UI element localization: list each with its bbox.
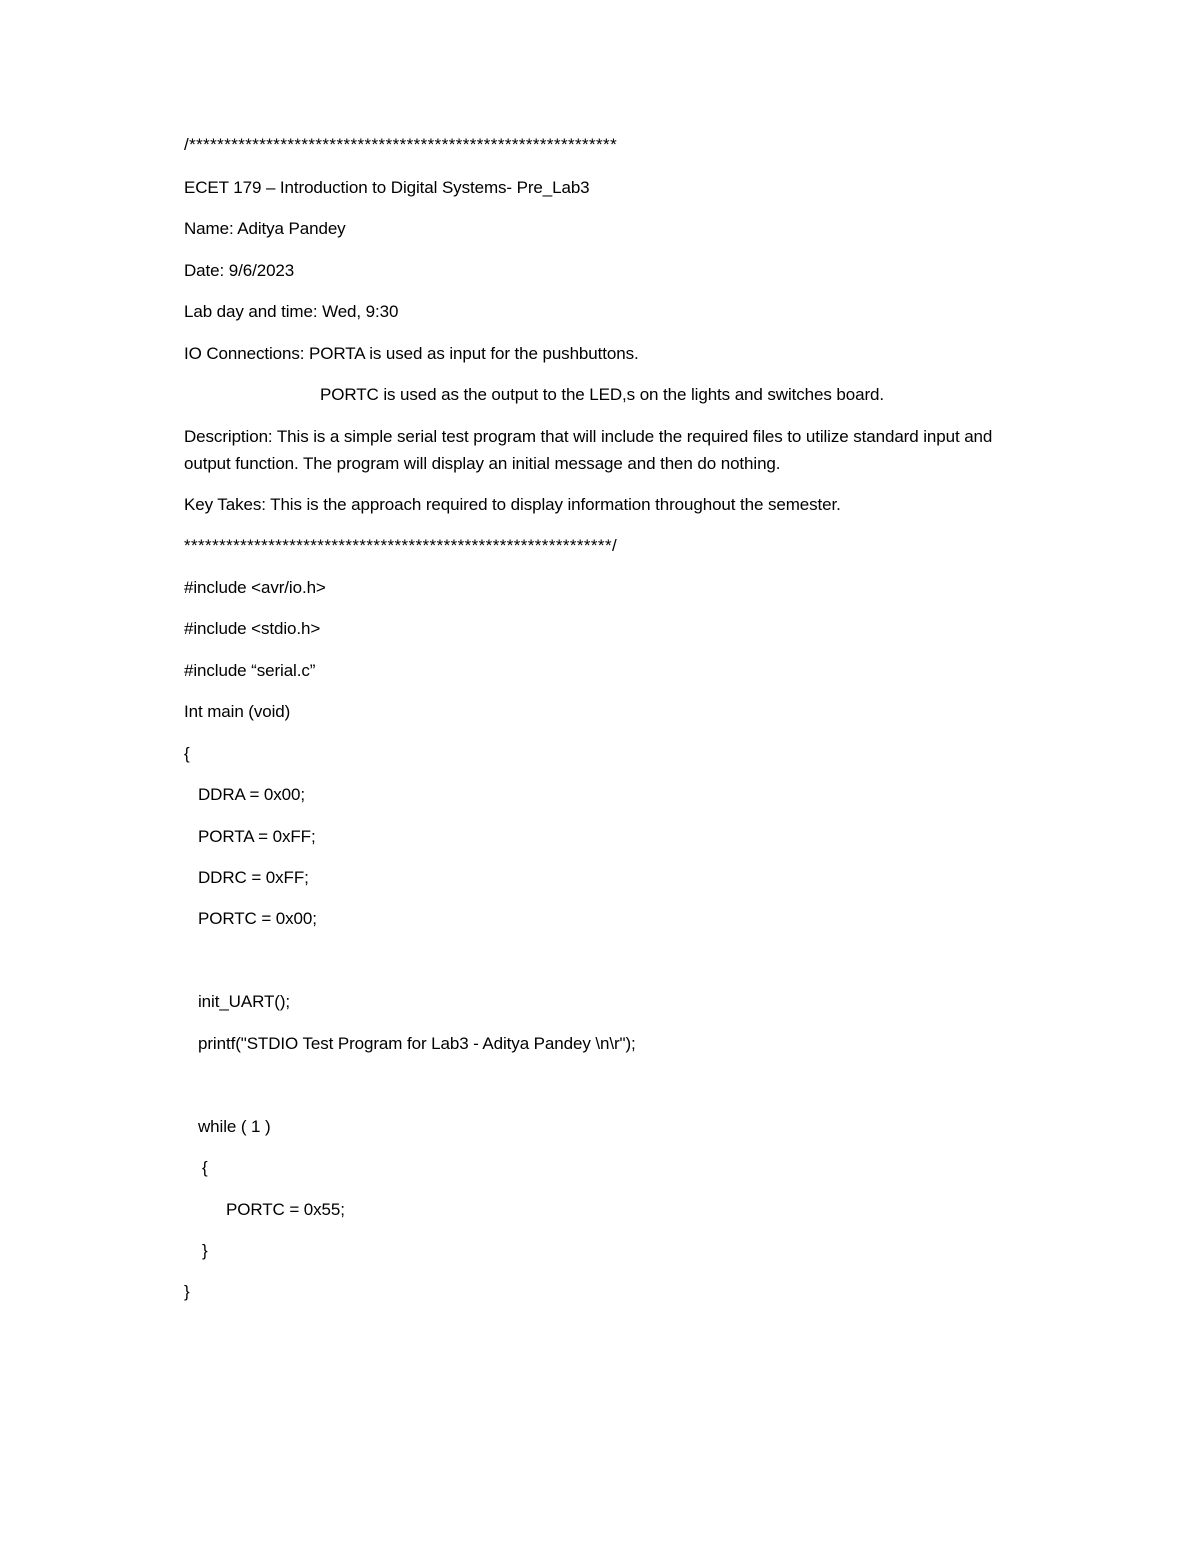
document-title: ECET 179 – Introduction to Digital Systems- Pre_Lab3 — [184, 178, 590, 197]
code-while-open-brace: { — [202, 1158, 208, 1177]
code-while: while ( 1 ) — [198, 1117, 271, 1136]
code-open-brace: { — [184, 744, 190, 763]
code-portc-loop: PORTC = 0x55; — [226, 1200, 345, 1219]
lab-time-line: Lab day and time: Wed, 9:30 — [184, 302, 399, 321]
code-while-close-brace: } — [202, 1241, 208, 1260]
key-takes-line: Key Takes: This is the approach required to display information throughout the semester. — [184, 495, 841, 514]
code-include-io: #include <avr/io.h> — [184, 578, 326, 597]
code-init-uart: init_UART(); — [198, 992, 291, 1011]
code-include-serial: #include “serial.c” — [184, 661, 316, 680]
code-printf: printf("STDIO Test Program for Lab3 - Aditya Pandey \n\r"); — [198, 1034, 636, 1053]
code-porta: PORTA = 0xFF; — [198, 827, 316, 846]
comment-top-border: /************************************************************* — [184, 135, 618, 154]
date-line: Date: 9/6/2023 — [184, 261, 295, 280]
io-connections-line: IO Connections: PORTA is used as input for the pushbuttons. — [184, 344, 639, 363]
io-connections-continuation: PORTC is used as the output to the LED,s on the lights and switches board. — [320, 385, 884, 404]
code-ddra: DDRA = 0x00; — [198, 785, 305, 804]
code-ddrc: DDRC = 0xFF; — [198, 868, 309, 887]
description-paragraph: Description: This is a simple serial test program that will include the required files to utilize standard input and output function. The program will display an initial message and then do nothing. — [184, 427, 993, 473]
code-include-stdio: #include <stdio.h> — [184, 619, 321, 638]
comment-bottom-border: *************************************************************/ — [184, 536, 618, 555]
code-portc: PORTC = 0x00; — [198, 909, 317, 928]
author-name: Name: Aditya Pandey — [184, 219, 346, 238]
code-close-brace: } — [184, 1282, 190, 1301]
code-main-signature: Int main (void) — [184, 702, 291, 721]
